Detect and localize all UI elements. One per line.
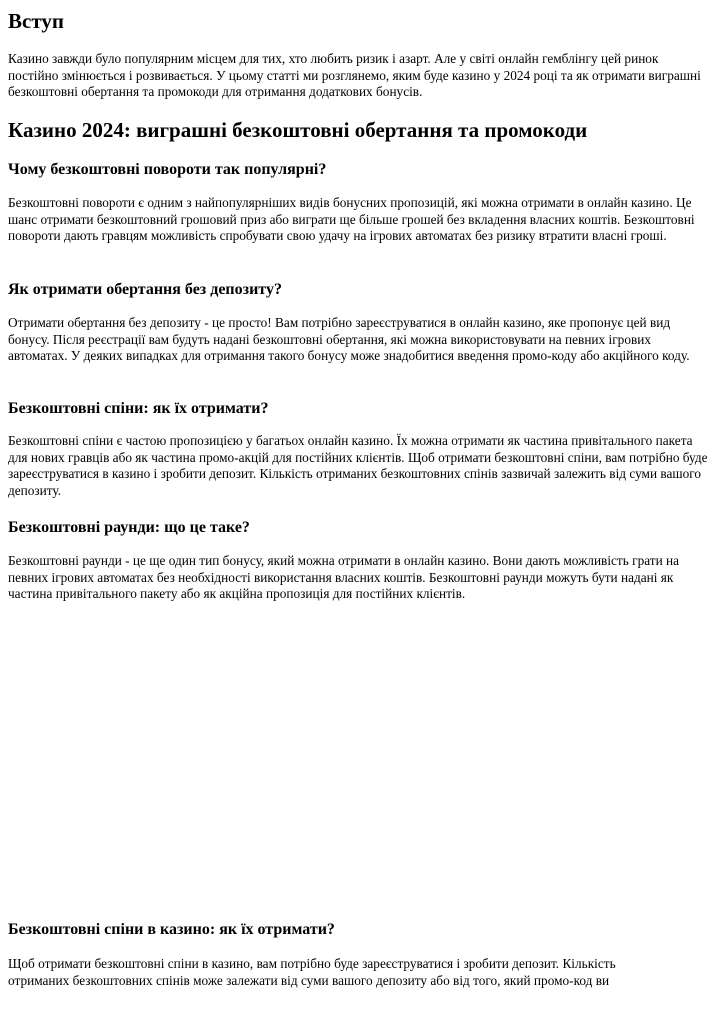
section-heading-no-deposit: Як отримати обертання без депозиту? <box>8 281 282 298</box>
intro-paragraph: Казино завжди було популярним місцем для тих, хто любить ризик і азарт. Але у світі онлайн гемблінгу цей ринок постійно змінюється і розвивається. У цьому статті ми розглянемо, яким буде казино у 2024 році та як отримати виграшні безкоштовні обертання та промокоди для отримання додаткових бонусів. <box>8 51 701 99</box>
section-heading-free-rounds: Безкоштовні раунди: що це таке? <box>8 519 250 536</box>
section-heading-free-spins: Безкоштовні спіни: як їх отримати? <box>8 400 269 417</box>
casino-spins-line-2: отриманих безкоштовних спінів може залежати від суми вашого депозиту або від того, який промо-код ви <box>8 972 610 988</box>
section-heading-casino-spins: Безкоштовні спіни в казино: як їх отримати? <box>8 921 335 938</box>
section-heading-popular-spins: Чому безкоштовні повороти так популярні? <box>8 161 327 178</box>
section-paragraph-casino-spins <box>8 956 712 989</box>
section-paragraph-free-rounds: Безкоштовні раунди - це ще один тип бонусу, який можна отримати в онлайн казино. Вони дають можливість грати на певних ігрових автоматах без необхідності використання власних коштів. Безкоштовні раунди можуть бути надані як частина привітального пакету або як акційна пропозиція для постійних клієнтів. <box>8 553 680 601</box>
section-paragraph-popular-spins: Безкоштовні повороти є одним з найпопулярніших видів бонусних пропозицій, які можна отримати в онлайн казино. Це шанс отримати безкоштовний грошовий приз або виграти ще більше грошей без вкладення власних коштів. Безкоштовні повороти дають гравцям можливість спробувати свою удачу на ігрових автоматах без ризику втратити власні гроші. <box>8 195 695 243</box>
section-paragraph-free-spins: Безкоштовні спіни є частою пропозицією у багатьох онлайн казино. Їх можна отримати як частина привітального пакета для нових гравців або як частина промо-акцій для постійних клієнтів. Щоб отримати безкоштовні спіни, вам потрібно буде зареєструватися в казино і зробити депозит. Кількість отриманих безкоштовних спінів зазвичай залежить від суми вашого депозиту. <box>8 433 708 498</box>
main-heading: Казино 2024: виграшні безкоштовні обертання та промокоди <box>8 118 588 142</box>
casino-spins-line-1: Щоб отримати безкоштовні спіни в казино, вам потрібно буде зареєструватися і зробити депозит. Кількість <box>8 956 616 971</box>
intro-heading: Вступ <box>8 9 64 33</box>
section-paragraph-no-deposit: Отримати обертання без депозиту - це просто! Вам потрібно зареєструватися в онлайн казино, яке пропонує цей вид бонусу. Після реєстрації вам будуть надані безкоштовні обертання, які можна використовувати на певних ігрових автоматах. У деяких випадках для отримання такого бонусу може знадобитися введення промо-коду або акційного коду. <box>8 315 690 363</box>
